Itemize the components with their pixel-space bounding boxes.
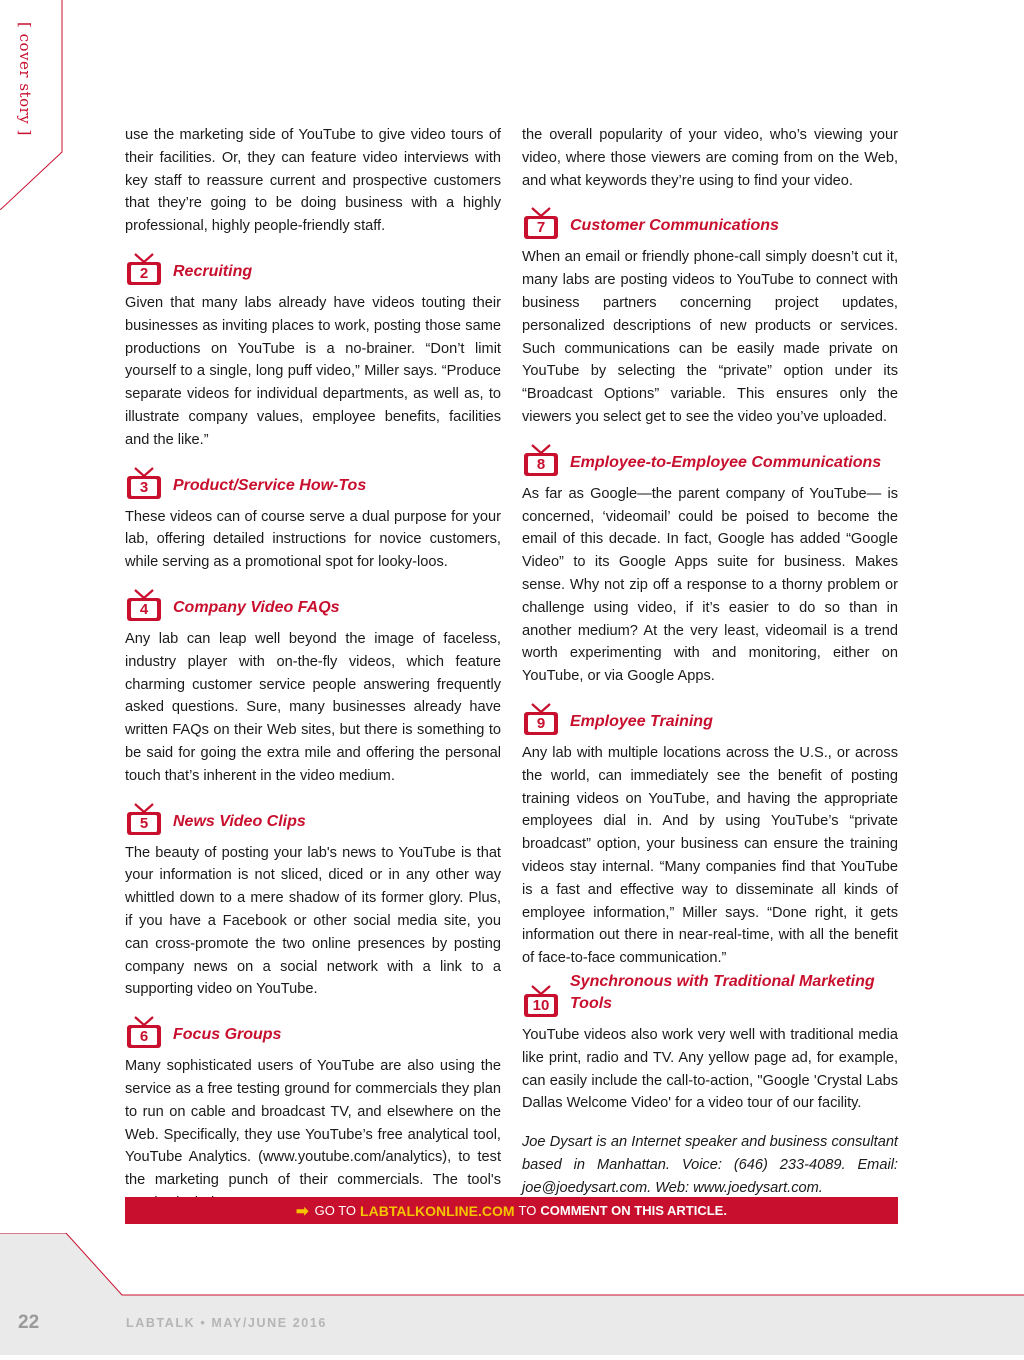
arrow-right-icon: ➡ <box>296 1202 309 1220</box>
tv-icon <box>125 252 163 286</box>
section-heading-3 <box>125 466 501 500</box>
tv-icon <box>522 702 560 736</box>
tv-icon <box>125 588 163 622</box>
tv-icon <box>125 466 163 500</box>
section-body: Any lab can leap well beyond the image of faceless, industry player with on-the-fly videos, which feature charming customer service people answering frequently asked questions. Sure, many businesses already have written FAQs on their Web sites, but there is something to be said for going the extra mile and offering the personal touch that’s inherent in the video medium. <box>125 630 501 784</box>
left-intro-paragraph: use the marketing side of YouTube to give video tours of their facilities. Or, they can feature video interviews with key staff to reassure current and prospective customers that they’re going to be doing business with a highly professional, highly people-friendly staff. <box>125 127 501 235</box>
section-title: Company Video FAQs <box>173 598 340 616</box>
section-number: 5 <box>139 814 149 832</box>
tv-icon <box>125 802 163 836</box>
section-number: 10 <box>532 996 550 1014</box>
section-number: 9 <box>536 714 546 732</box>
section-body: The beauty of posting your lab's news to YouTube is that your information is not sliced, diced or in any other way whittled down to a mere shadow of its former glory. Plus, if you have a Facebook or other social media site, you can cross-promote the two online presences by posting company news on a social network with a link to a supporting video on YouTube. <box>125 844 501 998</box>
labtalk-link[interactable]: LABTALKONLINE.COM <box>360 1202 515 1219</box>
comment-cta-bar[interactable] <box>125 1197 898 1224</box>
cta-to: TO <box>518 1203 537 1218</box>
section-title: Synchronous with Traditional Marketing Tools <box>570 972 875 1012</box>
section-heading-4 <box>125 588 501 622</box>
section-title: Employee Training <box>570 712 713 730</box>
page-number: 22 <box>18 1312 40 1333</box>
cta-suffix: COMMENT ON THIS ARTICLE. <box>540 1203 727 1218</box>
section-body: Any lab with multiple locations across the U.S., or across the world, can immediately see the benefit of posting training videos on YouTube, and having the appropriate employees dial in. And by using YouTube’s “private broadcast” option, your business can ensure the training videos stay internal. “Many companies find that YouTube is a fast and effective way to disseminate all kinds of employee information,” Miller says. “Done right, it gets information out there in near-real-time, with all the benefit of face-to-face communication.” <box>522 744 898 967</box>
section-number: 3 <box>139 478 149 496</box>
section-body: When an email or friendly phone-call simply doesn’t cut it, many labs are posting videos to YouTube to connect with business partners concerning project updates, personalized descriptions of new products or services. Such communications can be easily made private on YouTube by selecting the “private” option under its “Broadcast Options” variable. This ensures only the viewers you select get to see the video you’ve uploaded. <box>522 249 898 425</box>
section-heading-8 <box>522 443 898 477</box>
section-body: YouTube videos also work very well with traditional media like print, radio and TV. Any yellow page ad, for example, can easily include the call-to-action, "Google 'Crystal Labs Dallas Welcome Video' for a video tour of our facility. <box>522 1026 898 1112</box>
section-title: Recruiting <box>173 262 253 280</box>
section-heading-10 <box>522 972 898 1018</box>
section-heading-7 <box>522 206 898 240</box>
section-title: Focus Groups <box>173 1026 282 1044</box>
tv-icon <box>522 443 560 477</box>
left-column <box>125 124 501 1215</box>
tv-icon <box>125 1015 163 1049</box>
section-title: Employee-to-Employee Communications <box>570 453 882 471</box>
section-heading-9 <box>522 702 898 736</box>
section-body: Many sophisticated users of YouTube are also using the service as a free testing ground for commercials they plan to run on cable and broadcast TV, and elsewhere on the Web. Specifically, they use YouTube’s free analytical tool, YouTube Analytics. (www.youtube.com/analytics), to test the marketing punch of their commercials. The tool's <box>125 1058 501 1189</box>
footer-band <box>0 1233 1024 1355</box>
section-title: News Video Clips <box>173 812 306 830</box>
section-title: Customer Communications <box>570 217 779 235</box>
section-body: As far as Google—the parent company of YouTube— is concerned, ‘videomail’ could be poised to become the email of this decade. In fact, Google has added “Google Video” to its Google Apps suite for business. Makes sense. Why not zip off a response to a thorny problem or challenge using video, if it’s easier to do so than in another medium? At the very least, videomail is a trend worth experimenting with and monitoring, either on YouTube, or via Google Apps. <box>522 485 898 685</box>
author-bio: Joe Dysart is an Internet speaker and business consultant based in Manhattan. Voice: (646) 233-4089. Email: joe@joedysart.com. Web: www.joedysart.com. <box>522 1134 898 1196</box>
section-title: Product/Service How-Tos <box>173 476 367 494</box>
section-body: Given that many labs already have videos touting their businesses as inviting places to work, posting those same productions on YouTube is a no-brainer. “Don’t limit yourself to a single, long puff video,” Miller says. “Produce separate videos for individual departments, as well as, to illustrate company values, employee benefits, facilities and the like.” <box>125 294 501 448</box>
section-number: 2 <box>139 264 149 282</box>
tv-icon <box>522 984 560 1018</box>
right-column <box>522 124 898 1199</box>
section-number: 4 <box>139 600 149 618</box>
section-heading-5 <box>125 802 501 836</box>
publication-line: LABTALK • MAY/JUNE 2016 <box>126 1316 327 1330</box>
section-heading-2 <box>125 252 501 286</box>
section-number: 7 <box>536 219 546 237</box>
cta-prefix: GO TO <box>314 1203 357 1218</box>
right-intro-paragraph: the overall popularity of your video, who’s viewing your video, where those viewers are coming from on the Web, and what keywords they’re using to find your video. <box>522 127 898 189</box>
section-label: [ cover story ] <box>16 22 34 136</box>
section-heading-6 <box>125 1015 501 1049</box>
section-number: 6 <box>139 1028 149 1046</box>
section-body: These videos can of course serve a dual purpose for your lab, offering detailed instructions for novice customers, while serving as a promotional spot for looky-loos. <box>125 508 501 571</box>
section-number: 8 <box>536 455 546 473</box>
tv-icon <box>522 206 560 240</box>
